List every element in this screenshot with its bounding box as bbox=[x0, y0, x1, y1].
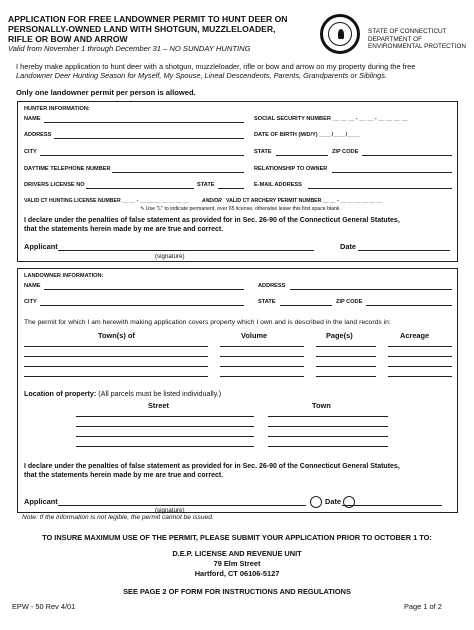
intro-line-1: I hereby make application to hunt deer with a shotgun, muzzleloader, rifle or bow and arrow on my property during the free bbox=[16, 62, 416, 71]
hunter-name-field[interactable] bbox=[44, 122, 244, 123]
one-permit-notice: Only one landowner permit per person is allowed. bbox=[16, 88, 196, 97]
location-label: Location of property: bbox=[24, 389, 97, 398]
hunter-ssn-label[interactable]: SOCIAL SECURITY NUMBER __ __ __ - __ __ - __ __ __ __ bbox=[254, 116, 408, 122]
unit-name: D.E.P. LICENSE AND REVENUE UNIT bbox=[172, 549, 302, 558]
landowner-city-label: CITY bbox=[24, 299, 37, 305]
records-pages-field[interactable] bbox=[316, 366, 376, 367]
col-town: Town bbox=[312, 401, 331, 410]
col-volume: Volume bbox=[241, 331, 268, 340]
landowner-state-field[interactable] bbox=[280, 305, 332, 306]
location-street-field[interactable] bbox=[76, 436, 254, 437]
records-acreage-field[interactable] bbox=[388, 356, 452, 357]
landowner-zip-label: ZIP CODE bbox=[336, 299, 363, 305]
landowner-signature-field[interactable] bbox=[58, 505, 306, 506]
location-street-field[interactable] bbox=[76, 446, 254, 447]
landowner-state-label: STATE bbox=[258, 299, 276, 305]
dep-seal-logo bbox=[320, 14, 360, 54]
hunter-archery-permit-label[interactable]: VALID CT ARCHERY PERMIT NUMBER __ __ - __ __ __ __ __ __ bbox=[226, 198, 383, 204]
landowner-declaration-line-1: I declare under the penalties of false statement as provided for in Sec. 26-90 of the Connecticut General Statutes, bbox=[24, 463, 400, 470]
hunter-declaration bbox=[24, 216, 454, 234]
location-street-field[interactable] bbox=[76, 426, 254, 427]
hunter-phone-field[interactable] bbox=[112, 172, 244, 173]
records-pages-field[interactable] bbox=[316, 376, 376, 377]
records-acreage-field[interactable] bbox=[388, 376, 452, 377]
title-line-1: APPLICATION FOR FREE LANDOWNER PERMIT TO HUNT DEER ON bbox=[8, 14, 288, 24]
landowner-name-label: NAME bbox=[24, 283, 41, 289]
title-line-3: RIFLE OR BOW AND ARROW bbox=[8, 34, 128, 44]
hunter-applicant-label: Applicant bbox=[24, 242, 58, 251]
hunter-license-state-label: STATE bbox=[197, 182, 215, 188]
form-title bbox=[8, 14, 308, 44]
hunter-license-field[interactable] bbox=[86, 188, 194, 189]
hunter-date-field[interactable] bbox=[358, 250, 450, 251]
hunter-signature-caption: (signature) bbox=[155, 253, 185, 260]
submit-instruction: TO INSURE MAXIMUM USE OF THE PERMIT, PLEASE SUBMIT YOUR APPLICATION PRIOR TO OCTOBER 1 TO: bbox=[42, 533, 432, 542]
unit-street: 79 Elm Street bbox=[213, 559, 261, 568]
landowner-city-field[interactable] bbox=[40, 305, 244, 306]
hunter-heading: HUNTER INFORMATION: bbox=[24, 106, 90, 112]
records-town-field[interactable] bbox=[24, 346, 208, 347]
records-volume-field[interactable] bbox=[220, 346, 304, 347]
hunter-email-label: E-MAIL ADDRESS bbox=[254, 182, 302, 188]
records-town-field[interactable] bbox=[24, 366, 208, 367]
hunter-relationship-field[interactable] bbox=[332, 172, 452, 173]
landowner-declaration bbox=[24, 462, 454, 480]
records-acreage-field[interactable] bbox=[388, 366, 452, 367]
location-note: (All parcels must be listed individually.) bbox=[98, 389, 222, 398]
records-pages-field[interactable] bbox=[316, 356, 376, 357]
department-name bbox=[368, 28, 466, 51]
legibility-note: Note: If the information is not legible, the permit cannot be issued. bbox=[22, 514, 214, 521]
page-number: Page 1 of 2 bbox=[404, 602, 442, 611]
landowner-signature-caption: (signature) bbox=[155, 507, 185, 514]
landowner-applicant-label: Applicant bbox=[24, 497, 58, 506]
records-volume-field[interactable] bbox=[220, 356, 304, 357]
dept-line-2: DEPARTMENT OF bbox=[368, 35, 422, 43]
col-towns: Town(s) of bbox=[98, 331, 135, 340]
use-l-note: ✎ Use "L" to indicate permanent, over 65 license, otherwise leave this first space blank. bbox=[140, 206, 341, 212]
location-town-field[interactable] bbox=[268, 446, 388, 447]
permit-description-text: The permit for which I am herewith making application covers property which I own and is described in the land records in: bbox=[24, 319, 391, 326]
records-volume-field[interactable] bbox=[220, 366, 304, 367]
unit-city: Hartford, CT 06106-5127 bbox=[194, 569, 280, 578]
records-town-field[interactable] bbox=[24, 356, 208, 357]
date-circle-icon bbox=[343, 496, 355, 508]
hunter-license-state-field[interactable] bbox=[218, 188, 244, 189]
records-pages-field[interactable] bbox=[316, 346, 376, 347]
landowner-address-field[interactable] bbox=[290, 289, 452, 290]
hunter-zip-field[interactable] bbox=[362, 155, 452, 156]
landowner-heading: LANDOWNER INFORMATION: bbox=[24, 273, 104, 279]
records-acreage-field[interactable] bbox=[388, 346, 452, 347]
hunter-city-label: CITY bbox=[24, 149, 37, 155]
landowner-date-field[interactable] bbox=[342, 505, 442, 506]
location-town-field[interactable] bbox=[268, 426, 388, 427]
hunter-signature-field[interactable] bbox=[58, 250, 314, 251]
title-line-2: PERSONALLY-OWNED LAND WITH SHOTGUN, MUZZLELOADER, bbox=[8, 24, 276, 34]
hunter-state-label: STATE bbox=[254, 149, 272, 155]
col-acreage: Acreage bbox=[400, 331, 430, 340]
form-id: EPW - 50 Rev 4/01 bbox=[12, 602, 76, 611]
location-street-field[interactable] bbox=[76, 416, 254, 417]
dept-line-3: ENVIRONMENTAL PROTECTION bbox=[368, 43, 466, 51]
dept-line-1: STATE OF CONNECTICUT bbox=[368, 28, 447, 35]
hunter-city-field[interactable] bbox=[40, 155, 244, 156]
see-page-2-notice: SEE PAGE 2 OF FORM FOR INSTRUCTIONS AND REGULATIONS bbox=[123, 587, 351, 596]
seal-inner-ring bbox=[328, 22, 352, 46]
intro-line-2: Landowner Deer Hunting Season for Myself, My Spouse, Lineal Descendents, Parents, Grandparents or Siblings. bbox=[16, 71, 387, 81]
landowner-declaration-line-2: that the statements herein made by me are true and correct. bbox=[24, 472, 224, 479]
hunter-phone-label: DAYTIME TELEPHONE NUMBER bbox=[24, 166, 111, 172]
records-town-field[interactable] bbox=[24, 376, 208, 377]
hunter-declaration-line-2: that the statements herein made by me are true and correct. bbox=[24, 226, 224, 233]
landowner-name-field[interactable] bbox=[44, 289, 244, 290]
landowner-date-label: Date bbox=[325, 497, 342, 506]
hunter-date-label: Date bbox=[340, 242, 357, 251]
seal-tree-icon bbox=[338, 29, 344, 39]
hunter-name-label: NAME bbox=[24, 116, 41, 122]
seal-circle-icon bbox=[310, 496, 322, 508]
andor-label: AND/OR bbox=[202, 198, 222, 204]
hunter-email-field[interactable] bbox=[308, 188, 452, 189]
intro-paragraph bbox=[16, 62, 466, 81]
landowner-address-label: ADDRESS bbox=[258, 283, 286, 289]
records-volume-field[interactable] bbox=[220, 376, 304, 377]
hunter-dob-label[interactable]: DATE OF BIRTH (M/D/Y) ____/____/____ bbox=[254, 132, 360, 138]
hunter-hunting-license-label[interactable]: VALID CT HUNTING LICENSE NUMBER __ __ - __ __ __ __ __ __ __ bbox=[24, 198, 189, 204]
hunter-relationship-label: RELATIONSHIP TO OWNER bbox=[254, 166, 328, 172]
validity-subtitle: Valid from November 1 through December 31 – NO SUNDAY HUNTING bbox=[8, 44, 251, 53]
hunter-state-field[interactable] bbox=[276, 155, 328, 156]
location-town-field[interactable] bbox=[268, 436, 388, 437]
landowner-zip-field[interactable] bbox=[366, 305, 452, 306]
hunter-address-label: ADDRESS bbox=[24, 132, 52, 138]
hunter-address-field[interactable] bbox=[54, 138, 244, 139]
hunter-zip-label: ZIP CODE bbox=[332, 149, 359, 155]
col-street: Street bbox=[148, 401, 169, 410]
hunter-license-label: DRIVERS LICENSE NO bbox=[24, 182, 85, 188]
location-of-property bbox=[24, 389, 221, 398]
col-pages: Page(s) bbox=[326, 331, 353, 340]
location-town-field[interactable] bbox=[268, 416, 388, 417]
hunter-declaration-line-1: I declare under the penalties of false statement as provided for in Sec. 26-90 of the Connecticut General Statutes, bbox=[24, 217, 400, 224]
